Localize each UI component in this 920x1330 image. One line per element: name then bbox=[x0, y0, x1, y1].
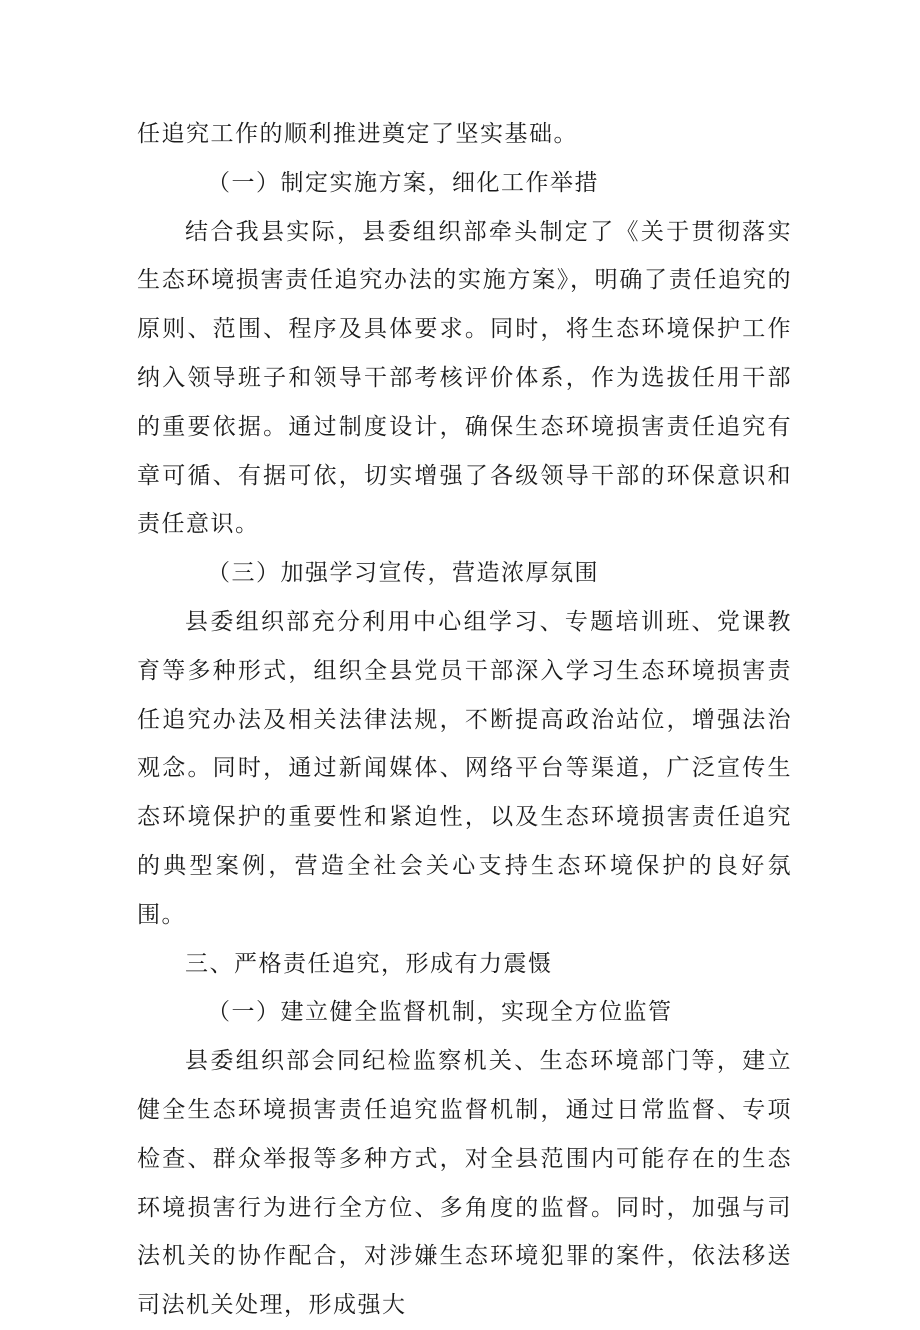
section-heading-3: 三、严格责任追究，形成有力震慑 bbox=[185, 950, 553, 977]
section-subheading-3: （三）加强学习宣传，营造浓厚氛围 bbox=[207, 560, 599, 587]
continuation-paragraph: 任追究工作的顺利推进奠定了坚实基础。 bbox=[137, 121, 578, 147]
body-paragraph: 结合我县实际，县委组织部牵头制定了《关于贯彻落实生态环境损害责任追究办法的实施方案》，明确了责任追究的原则、范围、程序及具体要求。同时，将生态环境保护工作纳入领导班子和领导干部考核评价体系，作为选拔任用干部的重要依据。通过制度设计，确保生态环境损害责任追究有章可循、有据可依，切实增强了各级领导干部的环保意识和责任意识。 bbox=[137, 218, 792, 538]
document-body bbox=[137, 110, 792, 1330]
body-paragraph: 县委组织部会同纪检监察机关、生态环境部门等，建立健全生态环境损害责任追究监督机制，通过日常监督、专项检查、群众举报等多种方式，对全县范围内可能存在的生态环境损害行为进行全方位、多角度的监督。同时，加强与司法机关的协作配合，对涉嫌生态环境犯罪的案件，依法移送司法机关处理，形成强大 bbox=[137, 1048, 792, 1319]
body-paragraph: 县委组织部充分利用中心组学习、专题培训班、党课教育等多种形式，组织全县党员干部深入学习生态环境损害责任追究办法及相关法律法规，不断提高政治站位，增强法治观念。同时，通过新闻媒体、网络平台等渠道，广泛宣传生态环境保护的重要性和紧迫性，以及生态环境损害责任追究的典型案例，营造全社会关心支持生态环境保护的良好氛围。 bbox=[137, 608, 792, 928]
section-subheading-1: （一）建立健全监督机制，实现全方位监管 bbox=[207, 999, 673, 1026]
section-subheading-1: （一）制定实施方案，细化工作举措 bbox=[207, 169, 599, 196]
